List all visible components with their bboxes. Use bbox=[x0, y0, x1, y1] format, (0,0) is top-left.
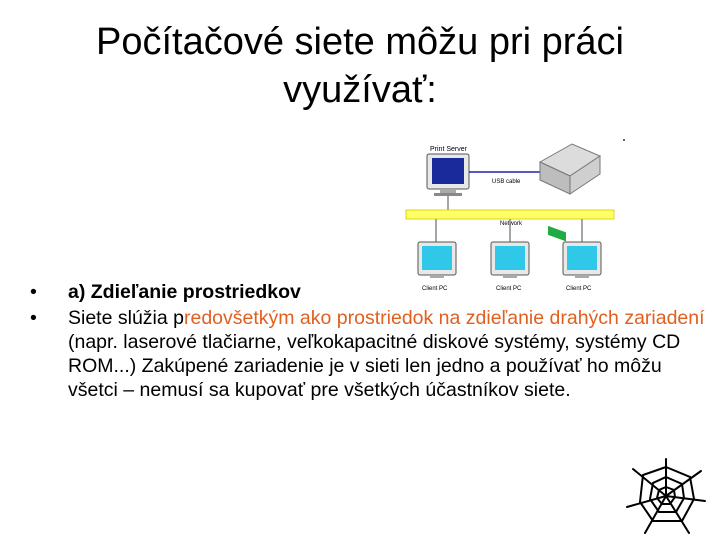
network-label: Network bbox=[500, 221, 523, 227]
client-pc-1-label: Client PC bbox=[422, 286, 448, 292]
bullet-item-2 bbox=[30, 306, 710, 402]
slide-title bbox=[0, 18, 720, 114]
bullet-list bbox=[30, 280, 710, 402]
bullet-marker: • bbox=[30, 281, 37, 303]
client-pc-2-computer-icon bbox=[491, 242, 529, 278]
client-pc-3-computer-icon bbox=[563, 242, 601, 278]
bullet-2-part-2: (napr. laserové tlačiarne, veľkokapacitné diskové systémy, systémy CD ROM...) Zakúpené zariadenie je v sieti len jedno a používať ho môžu všetci – nemusí sa kupovať pre všetkých účastníkov siete. bbox=[68, 331, 681, 401]
bullet-marker: • bbox=[30, 307, 37, 329]
bullet-item-1 bbox=[30, 280, 710, 304]
client-pc-3-label: Client PC bbox=[566, 286, 592, 292]
spider-web-icon bbox=[625, 457, 707, 535]
bullet-2-part-1: Siete slúžia p bbox=[68, 307, 184, 329]
client-pc-1-computer-icon bbox=[418, 242, 456, 278]
bullet-1-text: a) Zdieľanie prostriedkov bbox=[68, 281, 301, 303]
print-server-label: Print Server bbox=[430, 146, 467, 153]
bullet-2-text bbox=[68, 307, 705, 401]
usb-cable-label: USB cable bbox=[492, 179, 521, 185]
printer-icon bbox=[540, 144, 600, 241]
print-server-computer-icon bbox=[427, 154, 469, 196]
title-line-2: využívať: bbox=[283, 69, 437, 111]
network-diagram bbox=[400, 132, 640, 302]
client-pc-2-label: Client PC bbox=[496, 286, 522, 292]
title-line-1: Počítačové siete môžu pri práci bbox=[95, 21, 624, 63]
network-bar bbox=[406, 210, 614, 219]
bullet-2-accent: redovšetkým ako prostriedok na zdieľanie drahých zariadení bbox=[183, 307, 705, 329]
